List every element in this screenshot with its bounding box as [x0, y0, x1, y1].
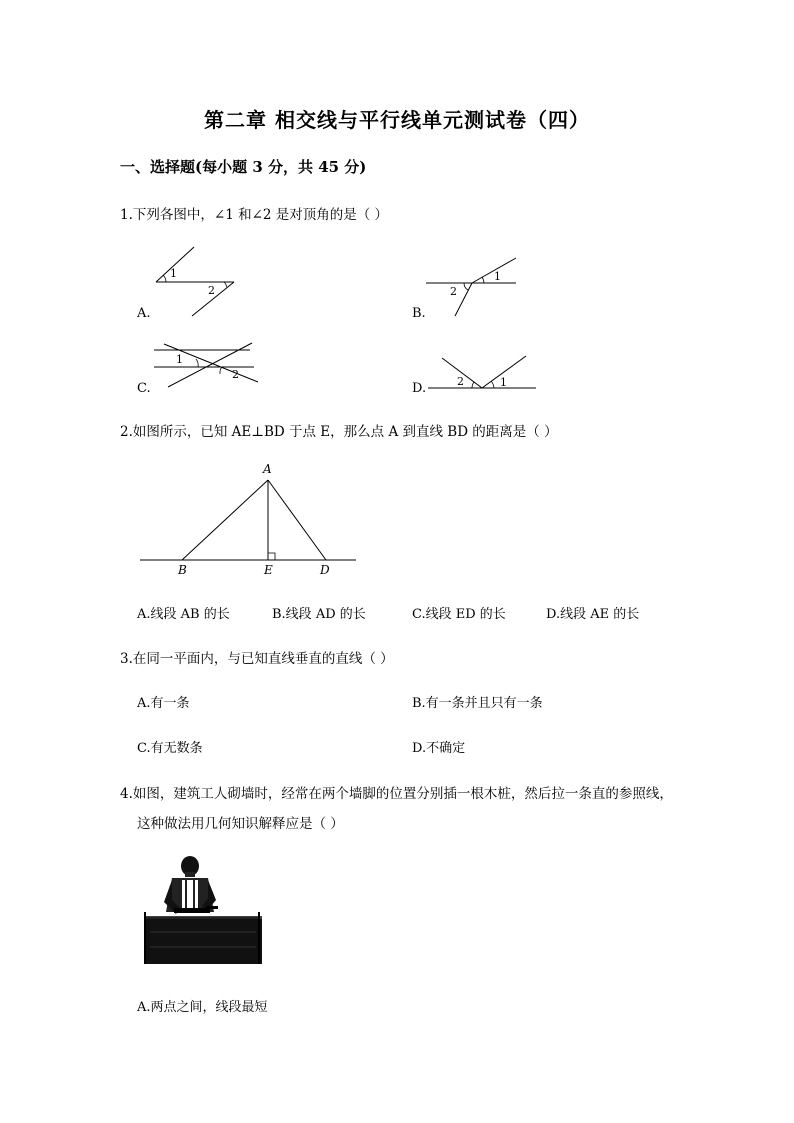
q1-option-a[interactable]: A. — [137, 306, 151, 321]
q1-option-b[interactable]: B. — [412, 306, 426, 321]
question-1-stem: 1.下列各图中，∠1 和∠2 是对顶角的是（ ） — [120, 207, 389, 223]
page-title: 第二章 相交线与平行线单元测试卷（四） — [204, 108, 590, 132]
q3-option-d[interactable]: D.不确定 — [412, 741, 466, 756]
q2-figure — [138, 458, 360, 580]
q1-figure-b — [424, 254, 524, 320]
q3-option-b[interactable]: B.有一条并且只有一条 — [412, 696, 543, 711]
q2-point-b: B — [178, 563, 187, 577]
q1-a-label-2: 2 — [208, 284, 215, 297]
q1-c-label-2: 2 — [232, 368, 239, 381]
q2-point-e: E — [264, 563, 273, 577]
q4-bricklayer-illustration — [136, 852, 266, 966]
q3-option-c[interactable]: C.有无数条 — [137, 741, 203, 756]
q1-figure-c — [150, 340, 262, 392]
q2-point-a: A — [263, 462, 272, 476]
q3-option-a[interactable]: A.有一条 — [137, 696, 190, 711]
section-heading: 一、选择题(每小题 3 分，共 45 分) — [120, 158, 367, 176]
q2-point-d: D — [320, 563, 330, 577]
q1-figure-a — [150, 244, 250, 322]
question-4-stem-line2: 这种做法用几何知识解释应是（ ） — [137, 816, 344, 832]
q1-option-d[interactable]: D. — [412, 381, 427, 396]
q1-d-label-2: 2 — [457, 375, 464, 388]
q1-a-label-1: 1 — [170, 267, 177, 280]
q4-option-a[interactable]: A.两点之间，线段最短 — [137, 1000, 268, 1015]
q2-option-b[interactable]: B.线段 AD 的长 — [272, 607, 366, 622]
q1-option-c[interactable]: C. — [137, 381, 151, 396]
q1-figure-d — [424, 352, 540, 396]
question-4-stem-line1: 4.如图，建筑工人砌墙时，经常在两个墙脚的位置分别插一根木桩，然后拉一条直的参照线， — [120, 786, 673, 802]
q1-b-label-2: 2 — [450, 285, 457, 298]
q2-option-c[interactable]: C.线段 ED 的长 — [412, 607, 506, 622]
q1-c-label-1: 1 — [176, 353, 183, 366]
question-3-stem: 3.在同一平面内，与已知直线垂直的直线（ ） — [120, 651, 394, 667]
q2-option-d[interactable]: D.线段 AE 的长 — [546, 607, 640, 622]
q1-b-label-1: 1 — [494, 270, 501, 283]
question-2-stem: 2.如图所示，已知 AE⊥BD 于点 E，那么点 A 到直线 BD 的距离是（ ） — [120, 424, 558, 440]
q1-d-label-1: 1 — [500, 376, 507, 389]
q2-option-a[interactable]: A.线段 AB 的长 — [137, 607, 230, 622]
